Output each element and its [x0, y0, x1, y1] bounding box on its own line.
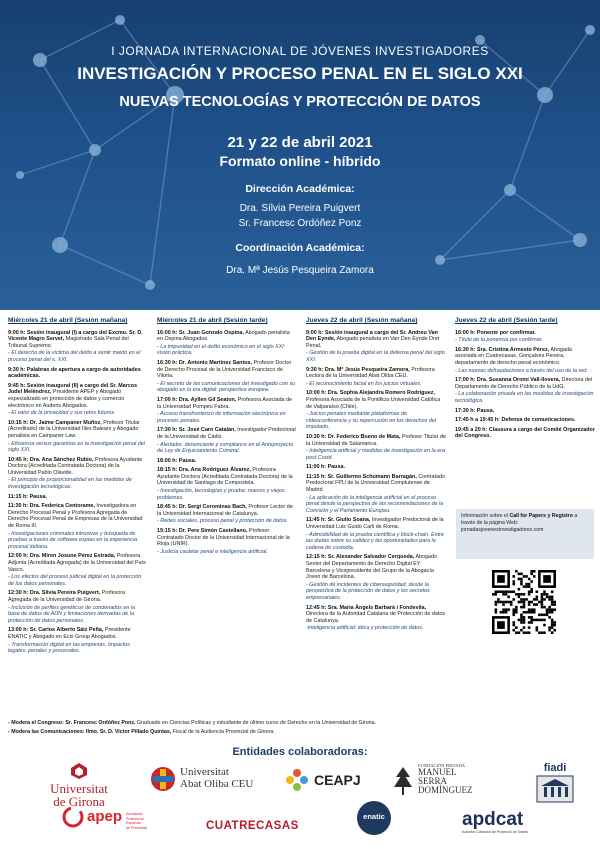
session-time-speaker: 16:00 h: Sr. Juan Gonzalo Ospina, — [157, 329, 244, 336]
session-time-speaker: 17:00 h: Dra. Ayllen Gil Seaton, — [157, 396, 237, 403]
speaker-affiliation: Profesora Lectora de la Universidad Abat Oliba CEU. — [306, 366, 435, 380]
program-column — [306, 318, 446, 635]
session-time-speaker: 9:30 h: Palabras de apertura a cargo de autoridades académicas. — [8, 366, 141, 380]
coordinator-name: Dra. Mª Jesús Pesqueira Zamora — [226, 265, 374, 276]
session-time-speaker: 9:30 h: Dra. Mª Jesús Pesqueira Zamora, — [306, 366, 410, 373]
column-heading: Jueves 22 de abril (Sesión tarde) — [455, 317, 558, 324]
talk-title: - Las nuevas defraudaciones a través del uso de la red. — [455, 367, 588, 374]
apdcat-logo — [462, 810, 554, 834]
apep-tagline: Asociación — [126, 812, 143, 816]
schedule-item — [455, 427, 595, 440]
fiadi-logo — [535, 762, 575, 809]
moderator-details: Fiscal de la Audiencia Provincial de Girona. — [171, 728, 275, 735]
speaker-affiliation: Abogado penalista en Ospina Abogados. — [157, 329, 290, 343]
schedule-item — [8, 553, 148, 587]
collaborators-heading: Entidades colaboradoras: — [232, 746, 368, 758]
uao-logo-text: Abat Oliba CEU — [180, 778, 254, 790]
call-text: a través de la página Web: — [461, 513, 578, 526]
conference-dates: 21 y 22 de abril 2021 — [227, 134, 373, 151]
apep-tagline: de Privacidad — [126, 825, 148, 830]
moderators — [8, 719, 448, 736]
schedule-item — [455, 408, 595, 415]
udg-logo-text: de Girona — [53, 794, 105, 809]
schedule-item — [157, 528, 297, 555]
speaker-affiliation: Profesora Ayudante Doctora (Acreditada Contratada Doctora) de la Universidad Pablo Olavide. — [8, 456, 143, 476]
talk-title: - Admisibilidad de la prueba científica y block-chain. Entre las dudas sobre su validez y las oportunidades para la cadena de custodia. — [306, 531, 444, 551]
ceapj-logo-text: CEAPJ — [314, 772, 361, 788]
schedule-item — [8, 383, 148, 417]
apep-swirl-icon — [62, 806, 84, 828]
talk-title: - Título de la ponencia por confirmar. — [455, 337, 543, 344]
schedule-item — [306, 434, 446, 461]
fundacion-manuel-serra-dominguez-logo — [392, 763, 502, 797]
udg-emblem-icon — [69, 762, 89, 780]
apep-logo-text: apep — [87, 808, 123, 825]
session-time-speaker: 9:00 h: Sesión inaugural (I) a cargo del Excmo. Sr. D. Vicente Magro Servet, — [8, 329, 143, 343]
talk-title: - Acceso transfronterizo de información electrónica en procesos penales. — [157, 411, 286, 424]
session-time-speaker: 10:00 h: Dra. Sophia Alejandra Romero Rodríguez, — [306, 390, 435, 397]
column-heading: Miércoles 21 de abril (Sesión tarde) — [157, 317, 268, 324]
speaker-affiliation: Presidente ENATIC y Abogado en Ecix Group Abogados. — [8, 627, 131, 640]
apep-logo — [62, 806, 150, 828]
session-time-speaker: 19:45 a 20 h: Clausura a cargo del Comité Organizador del Congreso. — [455, 426, 595, 440]
schedule-item — [157, 360, 297, 394]
direction-heading: Dirección Académica: — [245, 183, 355, 195]
schedule-item — [455, 417, 595, 424]
schedule-item — [157, 397, 297, 424]
session-time-speaker: 17:30 h: Pausa. — [455, 407, 495, 414]
schedule-item — [157, 467, 297, 501]
session-time-speaker: 11:00 h: Pausa. — [306, 464, 345, 471]
schedule-item — [157, 458, 297, 465]
schedule-item — [306, 605, 446, 632]
session-time-speaker: 12:30 h: Dra. Sílvia Pereira Puigvert, — [8, 590, 101, 597]
director-name: Sr. Francesc Ordóñez Ponz — [238, 218, 362, 229]
apep-tagline: Profesional Española — [126, 816, 144, 825]
msd-tree-icon — [392, 763, 414, 797]
session-time-speaker: 16:00 h: Ponente por confirmar. — [455, 329, 536, 336]
ceapj-logo — [284, 767, 374, 793]
session-time-speaker: 10:15 h: Dr. Jaime Campaner Muñoz, — [8, 419, 102, 426]
speaker-affiliation: Profesor Doctor de Derecho Procesal de la Universidad Francisco de Vitoria. — [157, 359, 292, 380]
msd-small-text: FUNDACIÓN PRIVADA — [418, 763, 466, 768]
schedule-item — [157, 330, 297, 357]
schedule-item — [8, 367, 148, 380]
qr-code[interactable] — [492, 570, 556, 634]
schedule-item — [157, 427, 297, 454]
talk-title: - Inteligencia artificial y medidas de investigación en la era post Covid. — [306, 448, 446, 461]
speaker-affiliation: Profesora Ayudante Doctora (Acreditada Contratada Doctora) de la Universidad de Santiago de Compostela. — [157, 467, 293, 487]
conference-title: INVESTIGACIÓN Y PROCESO PENAL EN EL SIGLO XXI — [77, 64, 523, 83]
schedule-item — [8, 494, 148, 501]
udg-logo-text: Universitat — [50, 781, 108, 796]
speaker-affiliation: Presidente APEP y Abogado especializado en protección de datos y comercio electrónico en Audens Abogados. — [8, 389, 125, 409]
speaker-affiliation: Investigador Predoctoral de la Universidad Luis Guido Carli de Roma. — [306, 517, 444, 531]
schedule-item — [306, 330, 446, 364]
call-for-papers-box — [456, 509, 594, 559]
universitat-de-girona-logo — [36, 762, 122, 808]
cuatrecasas-logo: CUATRECASAS — [206, 820, 299, 832]
talk-title: - Los efectos del proceso judicial digital en la protección de los datos personales. — [8, 574, 142, 587]
speaker-affiliation: Directora de la Autoridad Catalana de Protección de datos de Catalunya. — [306, 611, 446, 624]
talk-title: - Transformación digital en las empresas. Impactos legales, penales y procesales. — [8, 641, 130, 655]
session-time-speaker: 16:30 h: Sra. Cristina Armesto Pérez, — [455, 346, 550, 353]
speaker-affiliation: Profesora Agregada de la Universidad de Girona. — [8, 590, 126, 603]
enatic-logo-text: enatic — [363, 812, 385, 821]
column-heading: Jueves 22 de abril (Sesión mañana) — [306, 317, 418, 324]
talk-title: - Investigaciones criminales intrusivas y búsqueda de pruebas a través de software espías en la experiencia procesal italiana. — [8, 530, 138, 550]
session-time-speaker: 19:15 h: Dr. Pere Simón Castellano, — [157, 528, 248, 535]
moderator-role: - Modera las Comunicaciones: Ilmo. Sr. D. Victor Pillado Quintas, — [8, 728, 172, 735]
talk-title: - El reconocimiento facial en los juicios virtuales. — [306, 380, 422, 387]
talk-title: - El principio de proporcionalidad en las medidas de investigación tecnológicas. — [8, 477, 132, 491]
speaker-affiliation: Profesor Titular (Acreditado) de la Universidad Illes Balears y Abogado penalista en Campaner Law. — [8, 419, 140, 439]
coordination-heading: Coordinación Académica: — [235, 242, 365, 254]
session-time-speaker: 16:30 h: Dr. Antonio Martínez Santos, — [157, 359, 253, 366]
session-time-speaker: 18:00 h: Pausa. — [157, 457, 197, 464]
session-time-speaker: 17:30 h: Sr. José Caro Catalán, — [157, 427, 236, 434]
session-time-speaker: 12:15 h: Sr. Alexander Salvador Cerqueda, — [306, 554, 415, 561]
schedule-item — [306, 474, 446, 515]
session-time-speaker: 11:15 h: Sr. Guillermo Schumann Barragán, — [306, 473, 417, 480]
speaker-affiliation: Directora del Departamento de Derecho Público de la UdG. — [455, 377, 593, 390]
msd-logo-text: SERRA — [418, 776, 448, 786]
talk-title: - Gestión de incidentes de ciberseguridad, desde la perspectiva de la protección de datos y los secretos empresariales. — [306, 581, 430, 601]
speaker-affiliation: Contratado Predoctoral FPU de la Universidad Complutense de Madrid. — [306, 473, 446, 494]
speaker-affiliation: Profesor Titular de la Universidad de Salamanca. — [306, 433, 446, 447]
session-time-speaker: 12:00 h: Dra. Miren Josune Pérez Estrada, — [8, 553, 116, 560]
msd-logo-text: MANUEL — [418, 767, 457, 777]
schedule-item — [455, 347, 595, 374]
schedule-item — [8, 457, 148, 491]
speaker-affiliation: Profesora Asociada de la Pontificia Universidad Católica de Valparaíso (Chile). — [306, 396, 441, 410]
header-banner — [0, 0, 600, 310]
abat-oliba-logo — [150, 766, 270, 792]
session-time-speaker: 17:45 h a 19:45 h: Defensa de comunicaciones. — [455, 417, 576, 424]
speaker-affiliation: Abogado penalista en Van Den Eynde Dret Penal. — [306, 336, 440, 349]
talk-title: - Justicia cautelar penal e inteligencia artificial. — [157, 548, 268, 555]
session-time-speaker: 18:15 h: Dra. Ana Rodríguez Álvarez, — [157, 467, 251, 474]
schedule-item — [306, 517, 446, 551]
moderator-details: Graduado en Ciencias Políticas y estudiante de último curso de Derecho en la Universidad de Girona. — [135, 720, 377, 726]
program-column — [455, 318, 595, 443]
talk-title: - Gestión de la prueba digital en la defensa penal del siglo XXI. — [306, 350, 445, 363]
talk-title: - La colaboración privada en las medidas de investigación tecnológica. — [455, 391, 594, 404]
moderator-line — [8, 728, 448, 737]
schedule-item — [8, 627, 148, 654]
speaker-affiliation: Magistrado Sala Penal del Tribunal Supremo. — [8, 336, 129, 349]
enatic-logo — [356, 800, 392, 836]
session-time-speaker: 10:45 h: Dra. Ana Sánchez Rubio, — [8, 456, 94, 463]
call-website-link[interactable]: jornadasjovenesinvestigadores.com — [461, 527, 544, 533]
session-time-speaker: 9:00 h: Sesión inaugural a cargo del Sr. Andreu Van Den Eynde, — [306, 329, 438, 343]
schedule-item — [8, 420, 148, 454]
speaker-affiliation: Abogada asociada en Cuatrecasas, Gonçalves Pereira, departamento de derecho penal económico. — [455, 346, 572, 366]
schedule-item — [306, 390, 446, 431]
talk-title: - La aplicación de la inteligencia artificial en el proceso penal desde la perspectiva de las recomendaciones de la Comisión y el Parlamento Europeo. — [306, 494, 444, 514]
talk-title: - Alertador, denunciante y compliance en el Anteproyecto de Ley de Enjuiciamiento Criminal. — [157, 441, 294, 455]
moderator-role: - Modera el Congreso: Sr. Francesc Ordóñez Ponz, — [8, 720, 136, 726]
conference-subtitle: NUEVAS TECNOLOGÍAS Y PROTECCIÓN DE DATOS — [119, 94, 481, 110]
session-time-speaker: 10:30 h: Dr. Federico Bueno de Mata, — [306, 433, 401, 440]
talk-title: - La impunidad en el delito económico en el siglo XXI: visión práctica. — [157, 343, 286, 357]
program-column — [8, 318, 148, 658]
ceapj-flower-icon — [284, 767, 310, 793]
fiadi-logo-text: fiadi — [543, 762, 567, 774]
uao-logo-text: Universitat — [180, 766, 229, 778]
session-time-speaker: 13:00 h: Sr. Carlos Alberto Sáiz Peña, — [8, 627, 104, 634]
schedule-item — [306, 367, 446, 388]
speaker-affiliation: Profesora Adjunta (Acreditada Agregada) de la Universidad del País Vasco. — [8, 553, 146, 573]
speaker-affiliation: Investigador Predoctoral de la Universidad de Cádiz. — [157, 427, 296, 440]
director-name: Dra. Sílvia Pereira Puigvert — [239, 203, 361, 214]
talk-title: - El valor de la privacidad y sus retos futuros. — [8, 410, 116, 417]
msd-logo-text: DOMÍNGUEZ — [418, 785, 473, 795]
session-time-speaker: 17:00 h: Dra. Susanna Oromí Vall-llovera, — [455, 377, 561, 384]
speaker-affiliation: Abogado Senior del Departamento de Derecho Digital EY Barcelona y Vicepresidente del Grupo de la Abogacía Joven de Barcelona. — [306, 554, 438, 581]
speaker-affiliation: Investigadora en Derecho Procesal Penal y Profesora Agregada de Derecho Procesal Penal de Empresas de la Universidad de Roma III. — [8, 503, 143, 530]
schedule-item — [306, 464, 446, 471]
program-column — [157, 318, 297, 558]
talk-title: - Eficiencia versus garantías en la investigación penal del siglo XXI. — [8, 440, 145, 454]
session-time-speaker: 11:15 h: Pausa. — [8, 493, 47, 500]
talk-title: - El secreto de las comunicaciones del investigado con su abogado en la era digital: perspectiva europea. — [157, 380, 296, 394]
talk-title: - Redes sociales, proceso penal y protección de datos. — [157, 518, 288, 525]
schedule-item — [8, 330, 148, 364]
session-time-speaker: 11:45 h: Sr. Giulio Soana, — [306, 517, 371, 524]
talk-title: - El derecho de la víctima del delito a sentir miedo en el proceso penal del s. XXI. — [8, 350, 141, 363]
session-time-speaker: 12:45 h: Sra. Maria Àngels Barbarà i Fondevila, — [306, 604, 427, 611]
conference-format: Formato online - híbrido — [219, 153, 381, 169]
speaker-affiliation: Profesor Lector de la Universidad Internacional de Catalunya. — [157, 504, 293, 517]
schedule-item — [306, 554, 446, 601]
schedule-item — [455, 330, 595, 344]
column-heading: Miércoles 21 de abril (Sesión mañana) — [8, 317, 128, 324]
moderator-line — [8, 719, 448, 728]
fiadi-building-icon — [535, 774, 575, 804]
session-time-speaker: 11:30 h: Dra. Federica Centorame, — [8, 503, 95, 510]
schedule-item — [455, 377, 595, 404]
session-time-speaker: 18:45 h: Dr. Sergi Corominas Bach, — [157, 504, 247, 511]
speaker-affiliation: Profesora Asociada de la Universidad Pompeu Fabra. — [157, 396, 293, 410]
schedule-item — [8, 503, 148, 550]
talk-title: - Investigación, tecnologías y prueba: nuevos y viejos problemas. — [157, 488, 285, 501]
talk-title: -Inteligencia artificial: ética y protección de datos. — [306, 625, 424, 632]
call-highlight: Call for Papers y Registro — [509, 513, 573, 519]
schedule-item — [8, 590, 148, 624]
call-text: Información sobre el — [461, 513, 510, 519]
uao-cross-icon — [150, 766, 176, 792]
session-time-speaker: 9:45 h: Sesión inaugural (II) a cargo del Sr. Marcos Judel Meléndrez, — [8, 382, 138, 396]
speaker-affiliation: Profesor Contratado Doctor de la Universidad Internacional de la Rioja (UNIR). — [157, 528, 290, 548]
talk-title: - Inclusión de perfiles genéticos de condenados en la base de datos de ADN y limitaciones derivadas de la protección de datos personales. — [8, 604, 136, 624]
apdcat-logo-text: apdcat — [462, 809, 524, 830]
talk-title: - Juicios penales mediante plataformas de videoconferencia y su repercusión en los derechos del imputado. — [306, 411, 437, 431]
program-schedule — [0, 318, 600, 658]
apdcat-tagline: Autoritat Catalana de Protecció de Dades — [462, 830, 529, 834]
conference-supertitle: I JORNADA INTERNACIONAL DE JÓVENES INVESTIGADORES — [111, 44, 489, 58]
schedule-item — [157, 504, 297, 525]
